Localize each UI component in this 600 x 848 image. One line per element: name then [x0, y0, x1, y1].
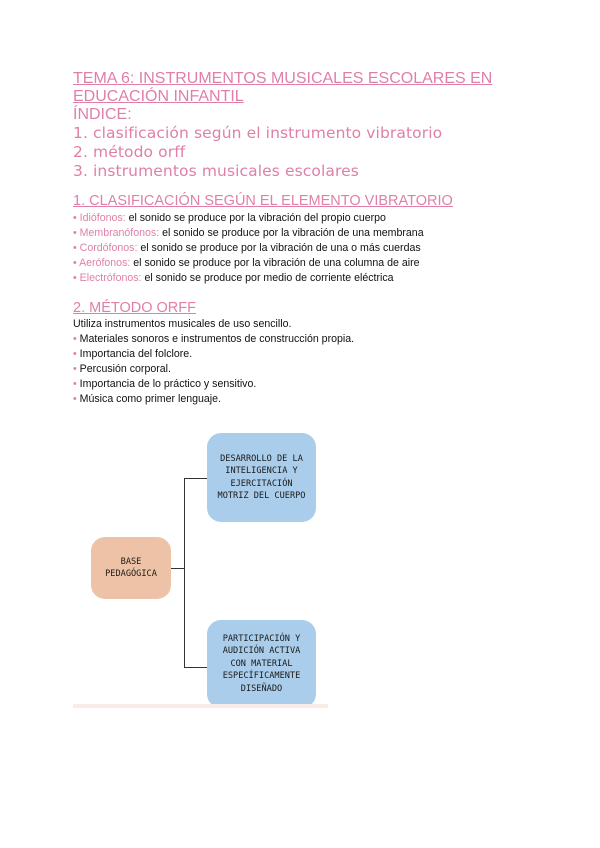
list-item-text: Percusión corporal. [79, 363, 171, 375]
connector-vertical [184, 478, 185, 668]
section-2-heading: 2. MÉTODO ORFF [73, 300, 196, 316]
bullet-icon: • [73, 227, 77, 239]
bullet-icon: • [73, 393, 77, 405]
index-item-1: 1. clasificación según el instrumento vibratorio [73, 124, 443, 142]
diagram-top-label: DESARROLLO DE LA INTELIGENCIA Y EJERCITACIÓN MOTRIZ DEL CUERPO [217, 453, 306, 501]
connector-bottom [184, 667, 207, 668]
list-item-text: Importancia del folclore. [79, 348, 193, 360]
list-item [73, 242, 421, 255]
term-membranofonos: Membranófonos: [79, 227, 160, 239]
bullet-icon: • [73, 348, 77, 360]
term-idiofonos: Idiófonos: [79, 212, 126, 224]
document-title-line-2: EDUCACIÓN INFANTIL [73, 88, 244, 105]
list-item [73, 212, 386, 225]
term-description: el sonido se produce por la vibración de una membrana [159, 227, 424, 239]
list-item [73, 257, 419, 270]
diagram-top-box [207, 433, 316, 522]
term-electrofonos: Electrófonos: [79, 272, 142, 284]
bullet-icon: • [73, 242, 77, 254]
term-description: el sonido se produce por la vibración de una o más cuerdas [137, 242, 421, 254]
list-item-text: Música como primer lenguaje. [79, 393, 221, 405]
list-item [73, 393, 221, 406]
diagram-root-label: BASE PEDAGÓGICA [105, 556, 157, 579]
diagram-bottom-edge [73, 704, 328, 708]
diagram-bottom-box [207, 620, 316, 708]
list-item [73, 348, 192, 361]
list-item [73, 227, 424, 240]
term-description: el sonido se produce por medio de corriente eléctrica [141, 272, 394, 284]
list-item-text: Importancia de lo práctico y sensitivo. [79, 378, 257, 390]
list-item [73, 363, 171, 376]
term-description: el sonido se produce por la vibración de una columna de aire [130, 257, 420, 269]
bullet-icon: • [73, 363, 77, 375]
connector-root [171, 568, 185, 569]
term-cordofonos: Cordófonos: [79, 242, 138, 254]
list-item [73, 378, 256, 391]
document-title-line-1: TEMA 6: INSTRUMENTOS MUSICALES ESCOLARES EN [73, 70, 493, 87]
section-1-heading: 1. CLASIFICACIÓN SEGÚN EL ELEMENTO VIBRATORIO [73, 193, 453, 209]
diagram-root-box [91, 537, 171, 599]
list-item [73, 333, 354, 346]
bullet-icon: • [73, 212, 77, 224]
index-item-3: 3. instrumentos musicales escolares [73, 162, 359, 180]
list-item [73, 272, 394, 285]
diagram-bottom-label: PARTICIPACIÓN Y AUDICIÓN ACTIVA CON MATERIAL ESPECÍFICAMENTE DISEÑADO [222, 633, 301, 694]
bullet-icon: • [73, 257, 77, 269]
section-2-intro: Utiliza instrumentos musicales de uso sencillo. [73, 318, 292, 330]
index-heading: ÍNDICE: [73, 106, 132, 123]
list-item-text: Materiales sonoros e instrumentos de construcción propia. [79, 333, 355, 345]
term-aerofonos: Aerófonos: [79, 257, 131, 269]
bullet-icon: • [73, 333, 77, 345]
bullet-icon: • [73, 272, 77, 284]
index-item-2: 2. método orff [73, 143, 186, 161]
term-description: el sonido se produce por la vibración del propio cuerpo [125, 212, 386, 224]
bullet-icon: • [73, 378, 77, 390]
connector-top [184, 478, 207, 479]
